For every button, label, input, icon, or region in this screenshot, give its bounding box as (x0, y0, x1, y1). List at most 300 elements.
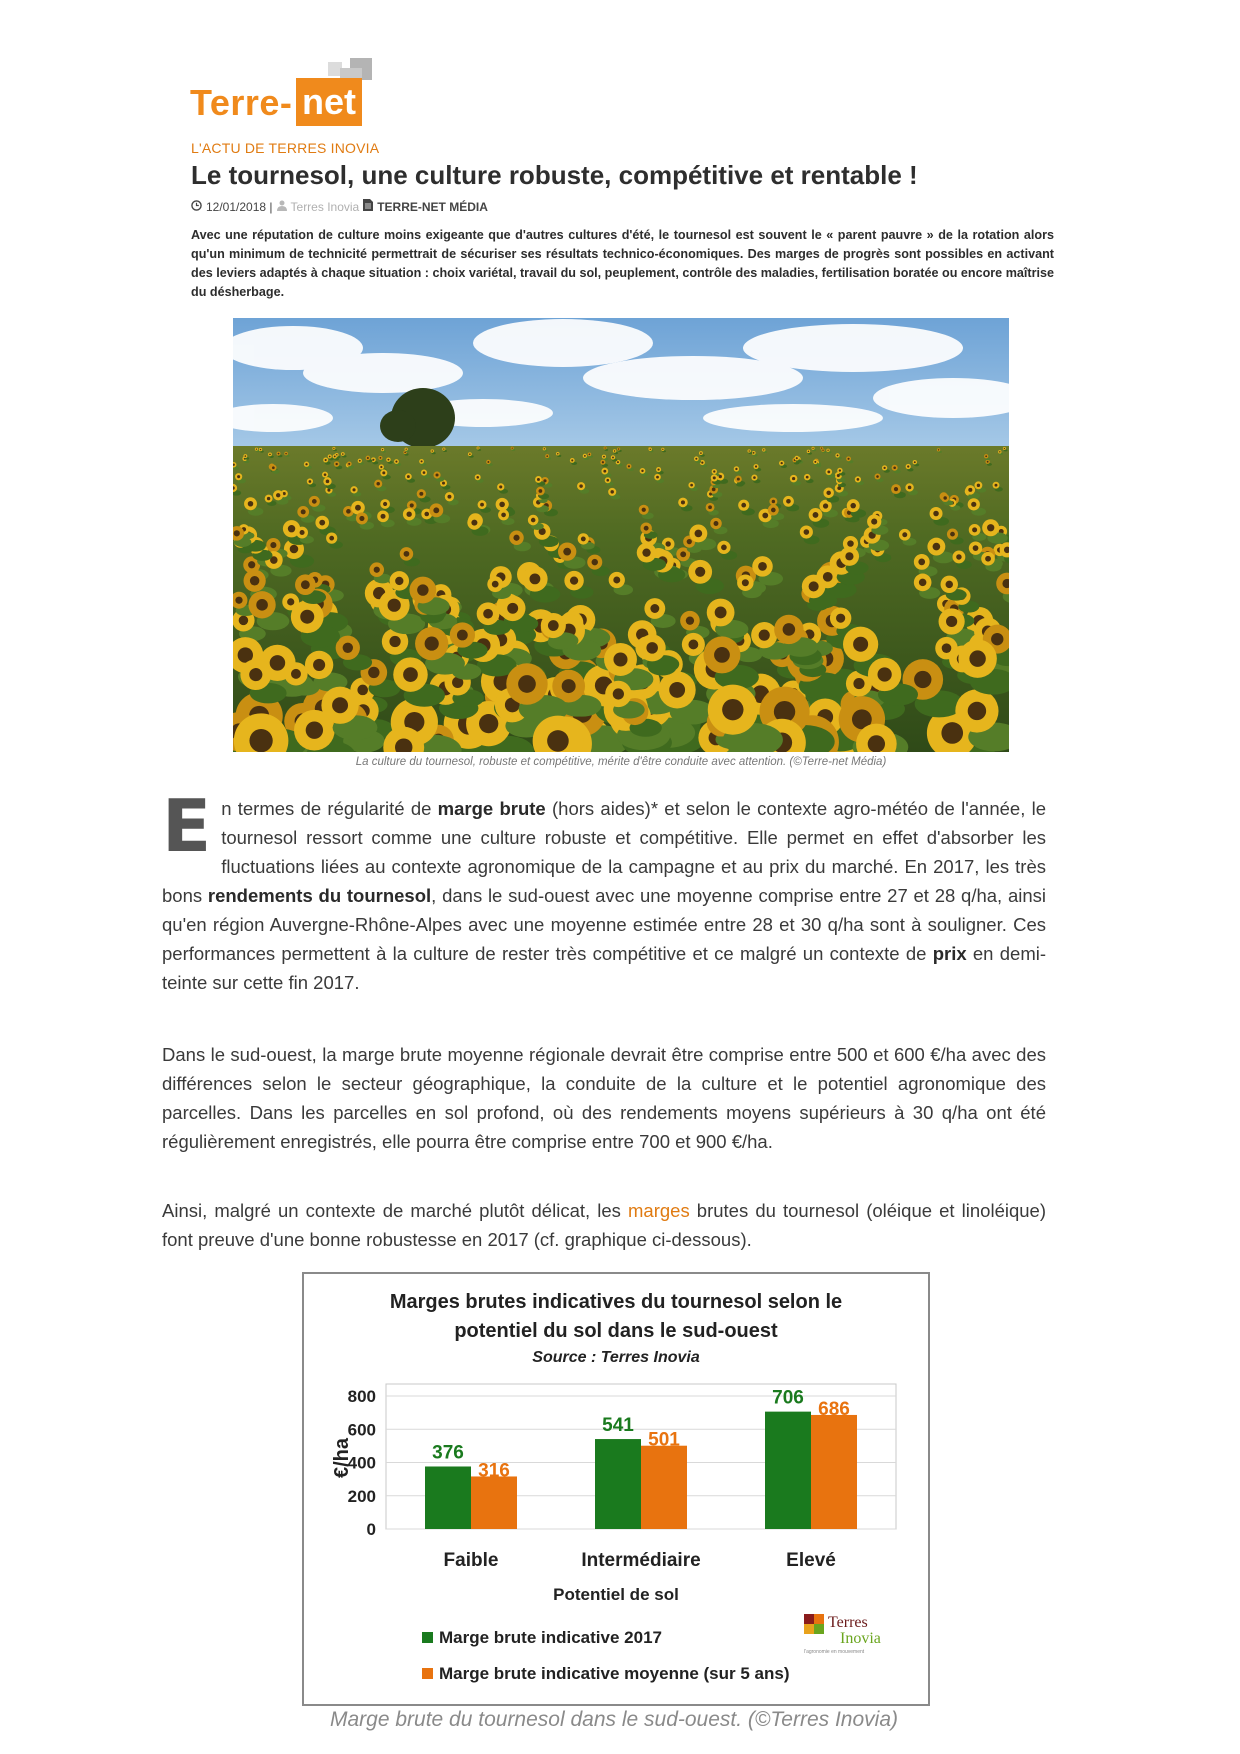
sunflower-center (604, 447, 605, 448)
sunflower-center (329, 536, 334, 541)
sunflower-center (476, 476, 479, 479)
sunflower-center (483, 609, 493, 619)
sunflower-center (285, 453, 287, 455)
sunflower-center (695, 567, 705, 577)
sunflower-center (973, 545, 979, 551)
sunflower-center (592, 559, 598, 565)
sunflower-center (606, 479, 609, 482)
sunflower-center (809, 581, 819, 591)
sunflower-center (814, 461, 816, 463)
sunflower-center (735, 468, 737, 470)
sunflower-center (657, 468, 659, 470)
sunflower-center (804, 529, 810, 535)
text-run: , dans le sud-ouest avec une moyenne comprise entre 27 et 28 q/ha, ainsi qu'en région Auvergne-Rhône-Alpes avec une moyenne estimée entre 28 et 30 q/ha sont à souligner. Ces performances permettent à la culture de rester très compétitive et ce malgré un contexte de (162, 885, 1047, 964)
sunflower-center (301, 509, 306, 514)
sunflower-center (618, 448, 619, 449)
article-paragraph-1 (162, 784, 1047, 997)
sunflower-center (499, 502, 505, 508)
text-run: Ainsi, malgré un contexte de marché plutôt délicat, les (162, 1200, 628, 1221)
sunflower-center (288, 525, 295, 532)
chart-x-tick-label: Intermédiaire (581, 1550, 701, 1571)
sunflower-center (713, 470, 715, 472)
sunflower-center (614, 450, 615, 451)
sunflower-center (893, 466, 896, 469)
clock-icon (191, 200, 202, 214)
sunflower-center (721, 545, 727, 551)
sunflower-center (695, 458, 697, 460)
article-paragraph-2: Dans le sud-ouest, la marge brute moyenne régionale devrait être comprise entre 500 et 600 €/ha avec des différences selon le secteur géographique, la conduite de la culture et le potentiel agronomique des parcelles. Dans les parcelles en sol profond, où des rendements moyens supérieurs à 30 q/ha ont été régulièrement enregistrés, elle pourra être comprise entre 700 et 900 €/ha. (162, 1044, 1046, 1152)
sunflower-center (581, 536, 586, 541)
sunflower-center (256, 599, 268, 611)
sunflower-center (487, 461, 489, 463)
sunflower-center (404, 551, 410, 557)
sunflower-center (447, 495, 451, 499)
sunflower-center (628, 465, 630, 467)
sunflower-center (919, 579, 927, 587)
sunflower-center (836, 614, 845, 623)
sunflower-center (425, 636, 439, 650)
sunflower-center (708, 505, 712, 509)
sunflower-center (424, 512, 429, 517)
chart-y-tick-label: 0 (366, 1520, 376, 1539)
sunflower-center (539, 489, 543, 493)
sunflower-center (547, 730, 569, 752)
sunflower-center (272, 466, 275, 469)
sunflower-center (786, 499, 791, 504)
sunflower-center (796, 457, 798, 459)
sunflower-center (291, 669, 301, 679)
sunflower-center (985, 556, 991, 562)
sunflower-center (457, 630, 468, 641)
sunflower-center (613, 688, 624, 699)
sunflower-center (544, 448, 545, 449)
sunflower-center (813, 512, 819, 518)
sunflower-center (758, 562, 767, 571)
bar-chart-container (302, 1272, 930, 1706)
sunflower-center (753, 452, 755, 454)
sunflower-center (847, 540, 853, 546)
logo-line-inovia: Inovia (840, 1630, 881, 1647)
chart-y-label: €/ha (331, 1437, 353, 1479)
sunflower-center (477, 447, 478, 448)
sunflower-center (642, 548, 650, 556)
marges-link[interactable]: marges (628, 1200, 690, 1221)
sunflower-center (781, 462, 783, 464)
article-title: Le tournesol, une culture robuste, compétitive et rentable ! (191, 160, 918, 190)
sunflower-center (969, 650, 985, 666)
sunflower-center (368, 667, 379, 678)
sunflower-center (518, 675, 536, 693)
sunflower-center (376, 482, 379, 485)
sunflower-center (688, 640, 698, 650)
sunflower-center (642, 508, 646, 512)
sunflower-center (918, 559, 925, 566)
sunflower-center (235, 597, 242, 604)
photo-caption: La culture du tournesol, robuste et compétitive, mérite d'être conduite avec attention. (©Terre-net Média) (355, 756, 887, 768)
sunflower-center (300, 530, 305, 535)
sunflower-center (333, 448, 334, 449)
article-meta (191, 199, 488, 214)
sunflower-center (404, 452, 405, 453)
sunflower-center (857, 478, 860, 481)
sunflower-center (868, 735, 885, 752)
sunflower-center (700, 452, 702, 454)
sunflower-center (741, 503, 746, 508)
sunflower-center (380, 466, 382, 468)
sunflower-center (808, 451, 809, 452)
sunflower-center (715, 607, 727, 619)
chart-data-label: 706 (772, 1387, 804, 1409)
sunflower-center (319, 520, 325, 526)
sunflower-center (507, 603, 518, 614)
article-lead: Avec une réputation de culture moins exigeante que d'autres cultures d'été, le tournesol est souvent le « parent pauvre » de la rotation alors qu'un minimum de technicité permettrait de sécuriser ses résultats technico-économiques. Des marges de progrès sont possibles en activant des leviers adaptés à chaque situation : choix variétal, travail du sol, peuplement, contrôle des maladies, fertilisation boratée ou encore maîtrise du désherbage. (191, 228, 1054, 299)
sunflower-center (332, 697, 348, 713)
logo-text-terre: Terre- (190, 82, 293, 123)
sunflower-center (914, 461, 916, 463)
sunflower-center (612, 457, 614, 459)
sunflower-center (469, 453, 471, 455)
sunflower-center (823, 503, 828, 508)
sunflower-center (237, 475, 240, 478)
sunflower-center (686, 616, 694, 624)
sunflower-center (389, 636, 400, 647)
sunflower-center (300, 610, 314, 624)
sunflower-center (443, 448, 444, 449)
legend-label-2017: Marge brute indicative 2017 (439, 1628, 662, 1647)
terres-inovia-logo (804, 1614, 881, 1655)
sunflower-center (501, 513, 506, 518)
document-icon (363, 199, 373, 214)
sunflower-center (529, 573, 540, 584)
sunflower-center (977, 484, 980, 487)
text-run: n termes de régularité de (221, 798, 438, 819)
sunflower-center (812, 448, 813, 449)
sunflower-center (821, 447, 822, 448)
sunflower-center (372, 459, 374, 461)
chart-x-label: Potentiel de sol (553, 1585, 679, 1604)
sunflower-center (546, 455, 548, 457)
chart-data-label: 686 (818, 1398, 850, 1420)
sunflower-center (850, 503, 856, 509)
sunflower-center (352, 488, 355, 491)
sunflower-center (570, 576, 578, 584)
sunflower-center (665, 541, 670, 546)
sunflower-center (902, 532, 907, 537)
bar-chart (304, 1274, 928, 1704)
article-author[interactable]: Terres Inovia (290, 199, 360, 214)
sunflower-center (603, 470, 606, 473)
chart-bar (641, 1446, 687, 1529)
sunflower-center (395, 461, 397, 463)
sunflower-center (270, 655, 285, 670)
sunflower-center (972, 527, 977, 532)
sunflower-center (471, 520, 477, 526)
sunflower-center (395, 577, 403, 585)
logo-text-net: net (296, 78, 362, 126)
chart-y-tick-label: 200 (347, 1486, 376, 1506)
user-icon (277, 200, 287, 214)
sunflower-center (748, 450, 749, 451)
sunflower-center (946, 581, 953, 588)
sunflower-center (641, 470, 643, 472)
sunflower-center (313, 659, 325, 671)
sunflower-center (908, 486, 912, 490)
sunflower-center (357, 685, 368, 696)
sunflower-center (894, 487, 898, 491)
sunflower-center (883, 467, 885, 469)
sunflower-center (680, 551, 686, 557)
bold-text-run: prix (932, 943, 967, 964)
sunflower-center (342, 453, 344, 455)
article-source[interactable]: TERRE-NET MÉDIA (377, 199, 488, 214)
sunflower-center (325, 459, 327, 461)
sunflower-center (714, 521, 719, 526)
sunflower-center (662, 449, 663, 450)
sunflower-center (387, 459, 389, 461)
sunflower-field-photo (233, 318, 1009, 752)
chart-bar (595, 1439, 641, 1529)
sunflower-center (826, 491, 830, 495)
sunflower-center (276, 493, 280, 497)
sunflower-center (492, 581, 499, 588)
sunflower-center (938, 449, 939, 450)
sunflower-center (531, 518, 536, 523)
sunflower-center (249, 729, 272, 752)
sunflower-center (367, 457, 369, 459)
sunflower-center (999, 451, 1000, 452)
sunflower-center (695, 530, 703, 538)
sunflower-center (942, 643, 952, 653)
sunflower-center (878, 667, 892, 681)
text-run: (hors aides)* et selon le contexte agro-météo de l'année, le tournesol ressort comme une culture robuste et compétitive. Elle permet en effet d'absorber les fluctuations liées au contexte agronomique de la campagne et au prix du marché. En 2017, les très bons (162, 798, 1047, 906)
legend-swatch-2017 (422, 1632, 433, 1643)
sunflower-center (827, 470, 830, 473)
chart-title-line-1: Marges brutes indicatives du tournesol selon le (389, 1291, 843, 1313)
sunflower-center (248, 561, 255, 568)
chart-x-tick-label: Faible (443, 1550, 499, 1571)
sunflower-center (239, 616, 249, 626)
sunflower-center (382, 471, 385, 474)
sunflower-center (309, 480, 312, 483)
sunflower-center (326, 480, 330, 484)
chart-y-tick-label: 800 (347, 1387, 376, 1406)
sunflower-center (603, 456, 605, 458)
sunflower-center (687, 539, 692, 544)
sunflower-center (853, 678, 864, 689)
sunflower-center (987, 524, 994, 531)
sunflower-center (260, 449, 261, 450)
sunflower-center (324, 473, 327, 476)
sunflower-center (1004, 448, 1005, 449)
sunflower-center (442, 482, 445, 485)
sunflower-center (571, 459, 573, 461)
sunflower-center (956, 554, 961, 559)
chart-y-tick-label: 600 (347, 1420, 376, 1440)
sunflower-center (783, 623, 796, 636)
sunflower-center (436, 473, 439, 476)
sunflower-center (933, 511, 939, 517)
sunflower-center (270, 542, 276, 548)
sunflower-center (374, 567, 380, 573)
sunflower-center (359, 516, 364, 521)
sunflower-center (245, 455, 247, 457)
sunflower-center (557, 453, 559, 455)
logo-square-decoration (814, 1614, 824, 1624)
sunflower-center (406, 512, 411, 517)
terre-net-logo[interactable] (190, 64, 380, 130)
sunflower-center (755, 465, 757, 467)
logo-square-decoration (814, 1624, 824, 1634)
chart-bar (765, 1412, 811, 1529)
sunflower-center (267, 497, 270, 500)
sunflower-center (968, 488, 972, 492)
sunflower-center (763, 449, 764, 450)
sunflower-center (690, 484, 693, 487)
chart-title-line-2: potentiel du sol dans le sud-ouest (454, 1320, 778, 1342)
sunflower-center (644, 526, 649, 531)
sunflower-center (579, 484, 582, 487)
text-run: brutes du tournesol (oléique et linoléique) font preuve d'une bonne robustesse en 2017 (cf. graphique ci-dessous). (162, 1200, 1046, 1250)
sunflower-center (822, 450, 823, 451)
sunflower-center (722, 699, 743, 720)
sunflower-center (305, 463, 307, 465)
sunflower-center (701, 462, 703, 464)
sunflower-center (712, 487, 716, 491)
section-kicker[interactable]: L'ACTU DE TERRES INOVIA (191, 140, 380, 156)
sunflower-center (713, 476, 716, 479)
sunflower-center (823, 572, 833, 582)
sunflower-center (403, 667, 418, 682)
sunflower-center (753, 476, 756, 479)
sunflower-center (312, 499, 317, 504)
sunflower-center (968, 702, 986, 720)
sunflower-center (827, 450, 828, 451)
sunflower-center (995, 484, 998, 487)
sunflower-center (306, 722, 323, 739)
sunflower-center (359, 460, 361, 462)
chart-y-tick-label: 400 (347, 1453, 376, 1473)
sunflower-center (987, 461, 989, 463)
sunflower-center (405, 448, 406, 449)
sunflower-center (256, 448, 257, 449)
article-date: 12/01/2018 | (206, 199, 273, 214)
sunflower-center (335, 463, 337, 465)
sunflower-center (714, 647, 730, 663)
chart-x-tick-label: Elevé (786, 1550, 836, 1571)
sunflower-center (419, 492, 423, 496)
logo-line-terres: Terres (828, 1614, 868, 1631)
sunflower-center (806, 476, 809, 479)
chart-data-label: 316 (478, 1460, 510, 1482)
chart-subtitle: Source : Terres Inovia (532, 1349, 700, 1366)
sunflower-center (269, 454, 271, 456)
sunflower-center (971, 502, 976, 507)
sunflower-center (512, 447, 513, 448)
sunflower-center (234, 530, 240, 536)
sunflower-center (839, 469, 841, 471)
sunflower-center (407, 475, 410, 478)
sunflower-center (480, 503, 484, 507)
sunflower-center (737, 478, 740, 481)
sunflower-center (388, 599, 401, 612)
sunflower-center (848, 458, 850, 460)
bold-text-run: rendements du tournesol (207, 885, 432, 906)
sunflower-center (762, 513, 768, 519)
sunflower-center (914, 671, 931, 688)
sunflower-center (334, 456, 336, 458)
sunflower-center (589, 454, 591, 456)
logo-tagline: l'agronomie en mouvement (804, 1649, 865, 1655)
sunflower-center (871, 519, 877, 525)
chart-data-label: 376 (432, 1442, 464, 1464)
sunflower-center (249, 668, 262, 681)
sunflower-center (432, 450, 433, 451)
article-paragraph-3 (162, 1196, 1046, 1254)
text-run: en demi-teinte sur cette fin 2017. (162, 943, 1047, 993)
sunflower-center (681, 500, 685, 504)
sunflower-center (907, 465, 909, 467)
sunflower-center (290, 545, 299, 554)
sunflower-center (248, 501, 253, 506)
sunflower-center (991, 633, 1003, 645)
sunflower-center (617, 461, 619, 463)
chart-caption: Marge brute du tournesol dans le sud-ouest. (©Terres Inovia) (330, 1708, 898, 1731)
sunflower-center (382, 449, 383, 450)
sunflower-center (479, 714, 498, 733)
chart-bar (811, 1415, 857, 1529)
sunflower-center (845, 552, 853, 560)
sunflower-center (301, 580, 310, 589)
sunflower-center (941, 722, 963, 744)
bold-text-run: marge brute (437, 798, 546, 819)
sunflower-center (383, 502, 387, 506)
sunflower-center (985, 455, 987, 457)
sunflower-center (287, 598, 294, 605)
chart-bar (471, 1476, 517, 1529)
sunflower-center (613, 577, 620, 584)
sunflower-center (410, 503, 414, 507)
sunflower-center (837, 455, 839, 457)
sunflower-center (876, 475, 879, 478)
sunflower-center (656, 476, 659, 479)
sunflower-center (602, 461, 604, 463)
sunflower-center (348, 463, 350, 465)
sunflower-center (421, 460, 423, 462)
sunflower-center (772, 500, 775, 503)
sunflower-center (646, 642, 658, 654)
sunflower-center (278, 453, 280, 455)
sunflower-center (423, 471, 426, 474)
legend-swatch-moyenne (422, 1668, 433, 1679)
logo-square-decoration (804, 1614, 814, 1624)
sunflower-center (537, 478, 540, 481)
sunflower-center (417, 584, 428, 595)
sunflower-center (943, 496, 946, 499)
sunflower-center (853, 637, 868, 652)
sunflower-center (650, 604, 659, 613)
sunflower-center (669, 682, 685, 698)
sunflower-center (499, 485, 502, 488)
logo-square-decoration (804, 1624, 814, 1634)
sunflower-center (950, 532, 955, 537)
chart-data-label: 501 (648, 1429, 680, 1451)
sunflower-center (562, 679, 576, 693)
sunflower-center (613, 652, 627, 666)
sunflower-center (250, 576, 259, 585)
sunflower-center (792, 477, 795, 480)
sunflower-center (329, 456, 331, 458)
sunflower-center (759, 630, 770, 641)
